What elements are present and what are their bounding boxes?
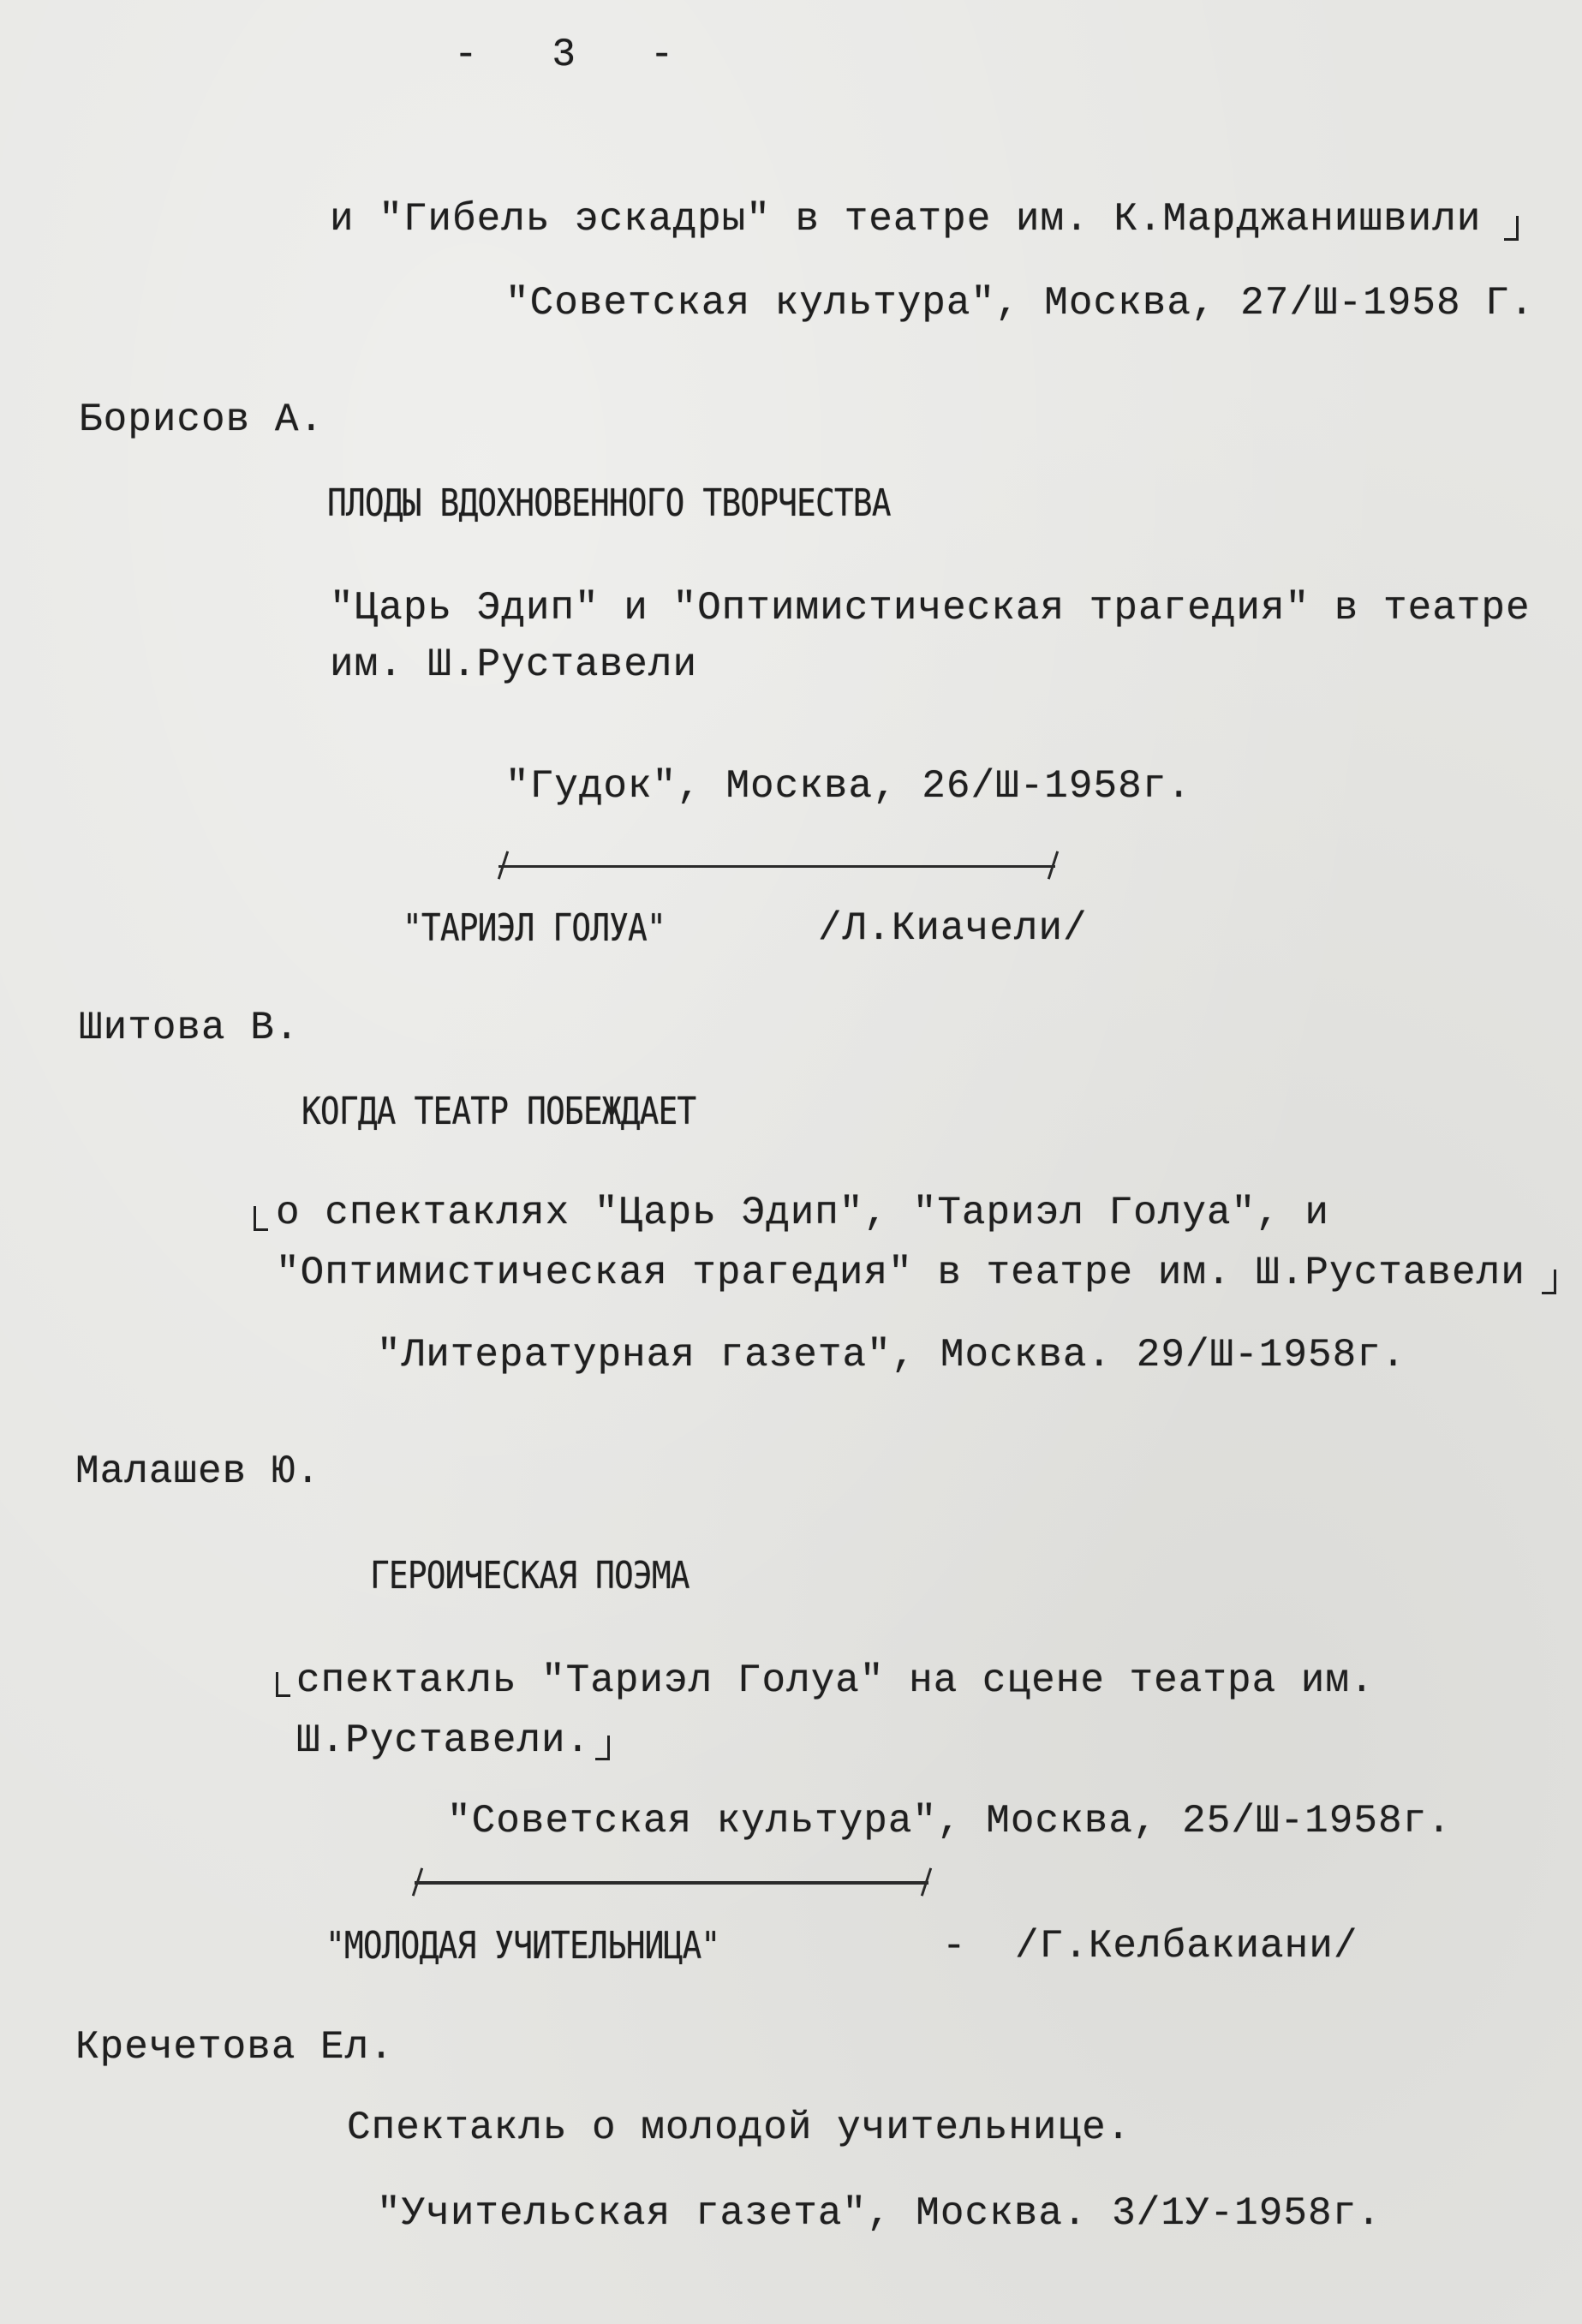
article-description-1b: им. Ш.Руставели (330, 642, 698, 687)
author-name-1: Борисов А. (79, 397, 325, 442)
opening-bracket-mark (276, 1672, 290, 1697)
section-divider-1 (498, 865, 1055, 868)
entry-line-1: и "Гибель эскадры" в театре им. К.Марджанишвили (330, 197, 1482, 242)
opening-bracket-mark (254, 1206, 268, 1231)
article-title-2: КОГДА ТЕАТР ПОБЕЖДАЕТ (301, 1090, 696, 1133)
page-number: - 3 - (454, 33, 675, 77)
closing-bracket-mark (1542, 1270, 1556, 1294)
article-description-3a: спектакль "Тариэл Голуа" на сцене театра им. (296, 1658, 1375, 1703)
article-description-2b: "Оптимистическая трагедия" в театре им. Ш.Руставели (276, 1251, 1525, 1295)
source-citation-3: "Литературная газета", Москва. 29/Ш-1958г. (377, 1333, 1406, 1377)
article-title-1: ПЛОДЫ ВДОХНОВЕННОГО ТВОРЧЕСТВА (327, 481, 891, 525)
author-name-3: Малашев Ю. (75, 1449, 321, 1494)
section-divider-2 (415, 1881, 928, 1885)
play-title-1: "ТАРИЭЛ ГОЛУА" (403, 906, 666, 950)
play-author-1: /Л.Киачели/ (818, 906, 1088, 951)
source-citation-1: "Советская культура", Москва, 27/Ш-1958 Г. (505, 281, 1535, 326)
closing-bracket-mark (595, 1736, 610, 1760)
article-title-3: ГЕРОИЧЕСКАЯ ПОЭМА (370, 1554, 690, 1598)
source-citation-5: "Учительская газета", Москва. 3/1У-1958г. (377, 2191, 1382, 2236)
article-description-1a: "Царь Эдип" и "Оптимистическая трагедия" в театре (330, 586, 1531, 630)
source-citation-2: "Гудок", Москва, 26/Ш-1958г. (505, 764, 1191, 809)
play-author-2: /Г.Келбакиани/ (1015, 1924, 1358, 1969)
play-title-2: "МОЛОДАЯ УЧИТЕЛЬНИЦА" (325, 1924, 720, 1968)
closing-bracket-mark (1504, 216, 1519, 241)
source-citation-4: "Советская культура", Москва, 25/Ш-1958г. (447, 1799, 1452, 1843)
article-title-4: Спектакль о молодой учительнице. (347, 2106, 1131, 2150)
title-dash: - (942, 1924, 967, 1969)
article-description-3b: Ш.Руставели. (296, 1718, 591, 1763)
author-name-4: Кречетова Ел. (75, 2025, 394, 2070)
article-description-2a: о спектаклях "Царь Эдип", "Тариэл Голуа", и (276, 1191, 1329, 1235)
author-name-2: Шитова В. (79, 1006, 300, 1050)
